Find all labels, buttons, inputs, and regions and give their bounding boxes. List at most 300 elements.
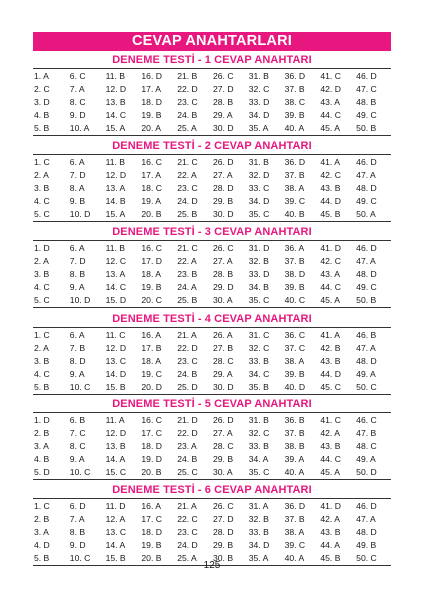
answer-cell: 39. B	[284, 282, 305, 292]
answer-cell: 37. C	[284, 343, 306, 353]
answer-cell: 17. A	[141, 170, 161, 180]
answer-cell: 9. D	[69, 540, 86, 550]
answer-cell: 20. B	[141, 467, 162, 477]
answer-row	[33, 329, 391, 342]
answer-cell: 36. D	[284, 501, 306, 511]
answer-cell: 44. D	[320, 196, 341, 206]
answer-cell: 50. D	[356, 467, 377, 477]
answer-cell: 9. B	[69, 196, 86, 206]
answer-cell: 39. C	[284, 540, 306, 550]
answer-cell: 34. D	[248, 540, 270, 550]
answer-cell: 48. D	[356, 527, 377, 537]
answer-cell: 15. D	[105, 295, 127, 305]
answer-cell: 30. A	[212, 295, 233, 305]
answer-cell: 31. D	[248, 243, 270, 253]
answer-cell: 30. B	[212, 553, 234, 563]
answer-cell: 23. C	[177, 527, 198, 537]
answer-cell: 40. B	[284, 209, 305, 219]
answer-cell: 36. C	[284, 330, 306, 340]
answer-cell: 14. D	[105, 369, 127, 379]
answer-cell: 3. A	[34, 527, 49, 537]
answer-cell: 12. D	[105, 84, 127, 94]
answer-cell: 40. D	[284, 382, 306, 392]
answer-row	[33, 70, 391, 83]
section-title: DENEME TESTİ - 1 CEVAP ANAHTARI	[112, 54, 312, 66]
answer-cell: 6. B	[69, 415, 86, 425]
answer-cell: 25. A	[177, 553, 197, 563]
section-title: DENEME TESTİ - 3 CEVAP ANAHTARI	[112, 226, 312, 238]
answer-cell: 10. D	[69, 295, 91, 305]
answer-cell: 38. A	[284, 183, 305, 193]
answer-row	[33, 414, 391, 427]
answer-cell: 40. A	[284, 553, 305, 563]
answer-cell: 20. C	[141, 295, 162, 305]
answer-cell: 8. D	[69, 356, 86, 366]
answer-cell: 34. D	[248, 196, 270, 206]
answer-cell: 1. D	[34, 243, 50, 253]
answer-row	[33, 355, 391, 368]
answer-cell: 48. C	[356, 441, 377, 451]
answer-cell: 9. A	[69, 369, 85, 379]
answer-cell: 3. A	[34, 441, 49, 451]
answer-cell: 23. B	[177, 269, 198, 279]
answer-cell: 43. A	[320, 97, 340, 107]
answer-grid	[33, 240, 391, 308]
answer-cell: 5. C	[34, 209, 50, 219]
answer-grid	[33, 154, 391, 222]
answer-cell: 28. D	[212, 527, 234, 537]
answer-cell: 34. C	[248, 369, 270, 379]
answer-cell: 33. B	[248, 527, 269, 537]
answer-cell: 24. D	[177, 540, 198, 550]
answer-cell: 32. C	[248, 84, 270, 94]
answer-cell: 18. D	[141, 527, 162, 537]
answer-cell: 43. B	[320, 183, 341, 193]
answer-cell: 13. B	[105, 97, 126, 107]
answer-cell: 35. C	[248, 209, 270, 219]
answer-row	[33, 255, 391, 268]
answer-cell: 41. A	[320, 157, 340, 167]
answer-cell: 32. B	[248, 256, 269, 266]
answer-row	[33, 539, 391, 552]
answer-cell: 48. D	[356, 269, 377, 279]
answer-cell: 37. B	[284, 84, 305, 94]
answer-cell: 25. A	[177, 123, 197, 133]
answer-cell: 28. B	[212, 97, 234, 107]
answer-grid	[33, 68, 391, 136]
answer-cell: 20. B	[141, 553, 162, 563]
answer-cell: 46. C	[356, 415, 377, 425]
answer-cell: 33. D	[248, 97, 270, 107]
answer-cell: 49. C	[356, 196, 377, 206]
answer-cell: 37. B	[284, 428, 305, 438]
page-number: 125	[203, 560, 221, 571]
answer-cell: 41. C	[320, 71, 341, 81]
answer-row	[33, 453, 391, 466]
answer-cell: 41. A	[320, 330, 340, 340]
answer-cell: 43. B	[320, 441, 341, 451]
answer-cell: 17. C	[141, 428, 162, 438]
answer-cell: 21. D	[177, 415, 198, 425]
answer-cell: 12. D	[105, 428, 127, 438]
answer-cell: 2. A	[34, 343, 49, 353]
answer-cell: 4. C	[34, 369, 50, 379]
answer-cell: 22. A	[177, 170, 197, 180]
answer-cell: 5. B	[34, 123, 50, 133]
answer-cell: 44. C	[320, 282, 341, 292]
answer-cell: 36. D	[284, 157, 306, 167]
answer-cell: 21. A	[177, 501, 197, 511]
answer-cell: 30. D	[212, 209, 234, 219]
answer-cell: 29. A	[212, 369, 233, 379]
answer-cell: 4. C	[34, 282, 50, 292]
answer-cell: 6. A	[69, 157, 85, 167]
answer-cell: 10. C	[69, 382, 91, 392]
answer-key-section	[33, 398, 391, 480]
answer-cell: 16. C	[141, 243, 162, 253]
answer-cell: 31. A	[248, 501, 269, 511]
answer-cell: 45. B	[320, 209, 341, 219]
section-title: DENEME TESTİ - 6 CEVAP ANAHTARI	[112, 484, 312, 496]
answer-row	[33, 182, 391, 195]
answer-cell: 13. A	[105, 183, 126, 193]
answer-cell: 29. B	[212, 454, 234, 464]
answer-cell: 3. B	[34, 356, 50, 366]
answer-cell: 32. C	[248, 343, 270, 353]
answer-cell: 35. C	[248, 467, 270, 477]
answer-cell: 37. B	[284, 256, 305, 266]
answer-cell: 9. D	[69, 110, 86, 120]
answer-cell: 8. B	[69, 527, 86, 537]
answer-row	[33, 109, 391, 122]
answer-cell: 15. B	[105, 553, 126, 563]
answer-cell: 23. C	[177, 356, 198, 366]
answer-cell: 6. A	[69, 330, 85, 340]
answer-cell: 38. A	[284, 356, 305, 366]
answer-cell: 47. A	[356, 256, 376, 266]
answer-row	[33, 268, 391, 281]
answer-cell: 19. B	[141, 540, 162, 550]
answer-cell: 33. D	[248, 269, 270, 279]
answer-cell: 11. A	[105, 415, 125, 425]
answer-cell: 7. B	[69, 343, 86, 353]
answer-cell: 9. A	[69, 282, 85, 292]
answer-key-section	[33, 226, 391, 308]
answer-cell: 50. C	[356, 553, 377, 563]
answer-cell: 41. D	[320, 501, 341, 511]
answer-cell: 49. A	[356, 369, 376, 379]
answer-cell: 6. D	[69, 501, 86, 511]
answer-cell: 11. B	[105, 243, 126, 253]
answer-cell: 49. C	[356, 282, 377, 292]
answer-cell: 21. B	[177, 71, 198, 81]
answer-cell: 49. C	[356, 110, 377, 120]
answer-cell: 39. B	[284, 369, 305, 379]
section-title: DENEME TESTİ - 2 CEVAP ANAHTARI	[112, 140, 312, 152]
answer-cell: 47. C	[356, 84, 377, 94]
answer-cell: 25. B	[177, 295, 198, 305]
answer-cell: 47. B	[356, 428, 377, 438]
answer-row	[33, 513, 391, 526]
answer-cell: 15. C	[105, 467, 127, 477]
answer-row	[33, 83, 391, 96]
answer-cell: 19. B	[141, 110, 162, 120]
answer-grid	[33, 498, 391, 566]
answer-cell: 21. C	[177, 243, 198, 253]
answer-cell: 13. C	[105, 527, 127, 537]
answer-cell: 42. C	[320, 256, 341, 266]
answer-cell: 14. C	[105, 282, 127, 292]
answer-cell: 16. C	[141, 157, 162, 167]
answer-cell: 26. D	[212, 157, 234, 167]
answer-cell: 28. B	[212, 269, 234, 279]
answer-cell: 22. C	[177, 514, 198, 524]
answer-cell: 28. C	[212, 356, 234, 366]
page-title: CEVAP ANAHTARLARI	[33, 32, 391, 51]
answer-cell: 19. B	[141, 282, 162, 292]
answer-cell: 43. B	[320, 527, 341, 537]
answer-cell: 4. B	[34, 110, 50, 120]
answer-cell: 29. A	[212, 110, 233, 120]
answer-cell: 48. D	[356, 356, 377, 366]
answer-cell: 20. A	[141, 123, 161, 133]
answer-cell: 43. B	[320, 356, 341, 366]
answer-row	[33, 500, 391, 513]
answer-row	[33, 242, 391, 255]
answer-row	[33, 208, 391, 221]
answer-cell: 5. B	[34, 553, 50, 563]
answer-cell: 12. D	[105, 343, 127, 353]
answer-cell: 14. A	[105, 540, 126, 550]
answer-cell: 38. B	[284, 441, 305, 451]
answer-cell: 34. D	[248, 110, 270, 120]
answer-row	[33, 526, 391, 539]
answer-cell: 18. A	[141, 269, 161, 279]
answer-cell: 32. D	[248, 170, 270, 180]
answer-cell: 27. A	[212, 170, 233, 180]
answer-cell: 17. D	[141, 256, 162, 266]
answer-cell: 2. A	[34, 170, 49, 180]
answer-cell: 23. C	[177, 183, 198, 193]
answer-cell: 32. B	[248, 514, 269, 524]
answer-cell: 8. C	[69, 97, 86, 107]
answer-cell: 21. A	[177, 330, 197, 340]
answer-cell: 1. D	[34, 415, 50, 425]
answer-cell: 15. B	[105, 382, 126, 392]
answer-cell: 40. A	[284, 123, 305, 133]
answer-cell: 1. A	[34, 71, 49, 81]
answer-cell: 10. D	[69, 209, 91, 219]
answer-cell: 12. A	[105, 514, 126, 524]
answer-cell: 19. A	[141, 196, 161, 206]
answer-cell: 19. D	[141, 454, 162, 464]
answer-cell: 25. D	[177, 382, 198, 392]
section-title: DENEME TESTİ - 5 CEVAP ANAHTARI	[112, 398, 312, 410]
answer-cell: 38. D	[284, 269, 306, 279]
answer-cell: 25. C	[177, 467, 198, 477]
answer-cell: 10. C	[69, 467, 91, 477]
answer-cell: 3. B	[34, 269, 50, 279]
answer-cell: 5. B	[34, 382, 50, 392]
answer-cell: 46. B	[356, 330, 377, 340]
answer-cell: 31. C	[248, 330, 270, 340]
answer-cell: 2. A	[34, 256, 49, 266]
answer-cell: 36. D	[284, 71, 306, 81]
answer-cell: 16. A	[141, 330, 161, 340]
answer-cell: 37. B	[284, 514, 305, 524]
answer-cell: 2. B	[34, 514, 50, 524]
answer-cell: 14. B	[105, 196, 126, 206]
answer-cell: 45. A	[320, 467, 340, 477]
answer-cell: 12. D	[105, 170, 127, 180]
answer-cell: 10. C	[69, 553, 91, 563]
answer-cell: 41. C	[320, 415, 341, 425]
answer-cell: 18. D	[141, 441, 162, 451]
answer-cell: 48. D	[356, 183, 377, 193]
answer-cell: 21. C	[177, 157, 198, 167]
answer-cell: 11. B	[105, 157, 126, 167]
answer-cell: 23. A	[177, 441, 197, 451]
answer-cell: 44. C	[320, 110, 341, 120]
answer-cell: 44. D	[320, 369, 341, 379]
answer-row	[33, 427, 391, 440]
answer-cell: 7. C	[69, 428, 86, 438]
answer-grid	[33, 327, 391, 395]
answer-cell: 14. C	[105, 110, 127, 120]
answer-cell: 11. D	[105, 501, 126, 511]
answer-cell: 45. B	[320, 553, 341, 563]
answer-cell: 50. A	[356, 209, 376, 219]
answer-cell: 18. C	[141, 183, 162, 193]
answer-cell: 9. A	[69, 454, 85, 464]
answer-cell: 15. A	[105, 209, 126, 219]
answer-cell: 40. A	[284, 467, 305, 477]
answer-cell: 23. C	[177, 97, 198, 107]
answer-cell: 6. A	[69, 243, 85, 253]
answer-row	[33, 169, 391, 182]
answer-cell: 13. B	[105, 441, 126, 451]
answer-row	[33, 368, 391, 381]
answer-cell: 8. A	[69, 183, 85, 193]
answer-cell: 46. D	[356, 71, 377, 81]
answer-cell: 16. C	[141, 415, 162, 425]
answer-cell: 45. A	[320, 123, 340, 133]
answer-cell: 36. A	[284, 243, 305, 253]
answer-cell: 7. D	[69, 170, 86, 180]
answer-cell: 2. C	[34, 84, 50, 94]
answer-cell: 7. A	[69, 84, 85, 94]
answer-cell: 34. A	[248, 454, 269, 464]
answer-cell: 47. A	[356, 170, 376, 180]
answer-cell: 5. D	[34, 467, 50, 477]
answer-cell: 4. D	[34, 540, 50, 550]
answer-cell: 29. B	[212, 196, 234, 206]
answer-cell: 50. B	[356, 123, 377, 133]
answer-cell: 28. C	[212, 441, 234, 451]
answer-cell: 42. B	[320, 343, 341, 353]
answer-cell: 50. B	[356, 295, 377, 305]
answer-cell: 8. B	[69, 269, 86, 279]
answer-grid	[33, 412, 391, 480]
answer-row	[33, 294, 391, 307]
answer-cell: 22. A	[177, 256, 197, 266]
answer-cell: 7. A	[69, 514, 85, 524]
answer-cell: 47. A	[356, 343, 376, 353]
answer-cell: 50. C	[356, 382, 377, 392]
answer-cell: 49. B	[356, 540, 377, 550]
answer-cell: 39. C	[284, 196, 306, 206]
answer-cell: 6. C	[69, 71, 86, 81]
answer-cell: 39. B	[284, 110, 305, 120]
answer-cell: 44. A	[320, 540, 340, 550]
answer-cell: 33. B	[248, 356, 269, 366]
answer-cell: 16. A	[141, 501, 161, 511]
answer-cell: 30. D	[212, 382, 234, 392]
answer-cell: 4. C	[34, 196, 50, 206]
answer-cell: 26. D	[212, 415, 234, 425]
answer-cell: 30. D	[212, 123, 234, 133]
answer-cell: 40. C	[284, 295, 306, 305]
answer-cell: 27. D	[212, 84, 234, 94]
answer-cell: 26. C	[212, 243, 234, 253]
answer-cell: 18. D	[141, 97, 162, 107]
answer-cell: 16. D	[141, 71, 162, 81]
answer-cell: 20. B	[141, 209, 162, 219]
answer-cell: 49. A	[356, 454, 376, 464]
answer-cell: 17. B	[141, 343, 162, 353]
answer-cell: 4. B	[34, 454, 50, 464]
answer-cell: 31. B	[248, 415, 269, 425]
answer-cell: 43. A	[320, 269, 340, 279]
answer-cell: 32. C	[248, 428, 270, 438]
answer-cell: 42. A	[320, 514, 340, 524]
answer-cell: 2. B	[34, 428, 50, 438]
answer-cell: 29. D	[212, 282, 234, 292]
answer-cell: 1. C	[34, 501, 50, 511]
answer-cell: 42. D	[320, 84, 341, 94]
answer-cell: 41. D	[320, 243, 341, 253]
answer-cell: 1. C	[34, 157, 50, 167]
answer-cell: 37. B	[284, 170, 305, 180]
answer-row	[33, 281, 391, 294]
answer-cell: 42. A	[320, 428, 340, 438]
answer-cell: 13. C	[105, 356, 127, 366]
answer-row	[33, 156, 391, 169]
answer-row	[33, 381, 391, 394]
answer-cell: 29. B	[212, 540, 234, 550]
answer-cell: 27. A	[212, 256, 233, 266]
answer-row	[33, 342, 391, 355]
answer-cell: 47. A	[356, 514, 376, 524]
answer-row	[33, 466, 391, 479]
answer-cell: 8. C	[69, 441, 86, 451]
answer-cell: 22. D	[177, 84, 198, 94]
answer-cell: 11. C	[105, 330, 126, 340]
answer-cell: 3. B	[34, 183, 50, 193]
answer-cell: 35. C	[248, 295, 270, 305]
answer-cell: 38. C	[284, 97, 306, 107]
answer-key-section	[33, 140, 391, 222]
answer-cell: 24. B	[177, 454, 198, 464]
answer-cell: 20. D	[141, 382, 162, 392]
answer-cell: 27. A	[212, 428, 233, 438]
answer-cell: 26. C	[212, 501, 234, 511]
answer-cell: 24. D	[177, 196, 198, 206]
answer-cell: 46. D	[356, 243, 377, 253]
answer-cell: 18. A	[141, 356, 161, 366]
answer-row	[33, 122, 391, 135]
answer-key-section	[33, 484, 391, 566]
